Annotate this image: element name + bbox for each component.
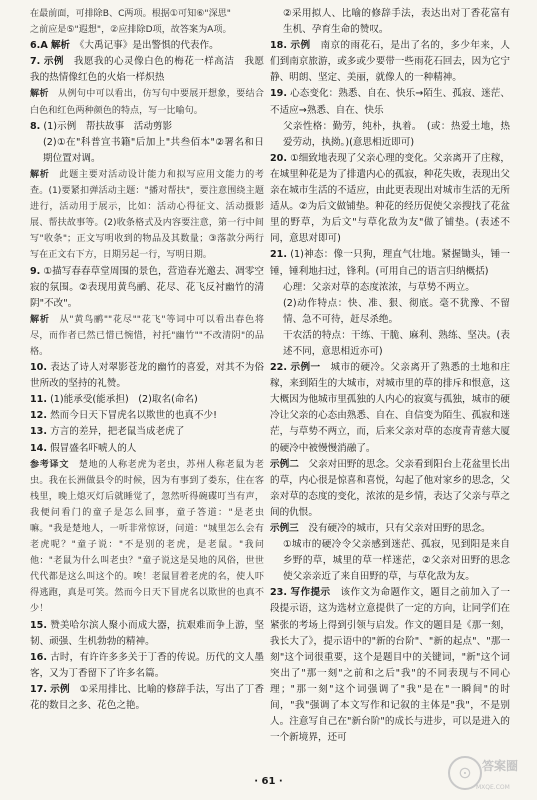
answer-label: 示例二	[270, 458, 299, 470]
answer-text: 在最前面，可排除B、C两项。根据①可知⑥"深思"	[30, 9, 231, 19]
answer-label: 解析	[30, 314, 50, 325]
question-number: 14.	[30, 442, 47, 454]
question-number: 17.	[30, 683, 47, 695]
question-number: 18.	[270, 40, 287, 52]
question-number: 21.	[270, 249, 287, 261]
answer-label: 示例	[290, 40, 311, 52]
answer-text: ①描写春春草堂周围的景色，营造春光邀去、凋零空寂的氛围。②表现用黄鸟鹂、花尽、花飞反衬幽竹的清阴"不改"。	[30, 265, 264, 309]
answer-text: 南京的雨花石，是出了名的，多少年来，人们到南京旅游，或多或少要带一些雨花石回去，因为它宁静、明朗、坚定、美丽，就像人的一种精神。	[270, 40, 510, 84]
answer-text: 此题主要对活动设计能力和拟写应用文能力的考查。(1)要紧扣弹活动主题："播对帮扶"，要注意围绕主题进行，活动用于展示，比如：活动心得征文、活动摄影展、帮扶故事等。(2)收条格式及内容要注意，第一行中间写"收条"；正文写明收到的物品及其数量；③落款分两行写在正文右下方，日期另起一行，写明日期。	[30, 169, 264, 261]
answer-item	[270, 86, 510, 118]
answer-text: 心态变化：熟悉、自在、快乐→陌生、孤寂、迷茫、不适应→熟悉、自在、快乐	[270, 88, 510, 116]
answer-text: 表达了诗人对翠影苍龙的幽竹的喜爱，对其不为俗世所改的坚持的礼赞。	[30, 362, 264, 390]
answer-label: 示例一	[290, 362, 321, 374]
answer-label: 写作提示	[290, 587, 331, 599]
answer-text: ①采用排比、比喻的修辞手法，写出了丁香花的数目之多、花色之艳。	[30, 683, 265, 712]
answer-text: (1)能承受(能承担) (2)取名(命名)	[50, 394, 198, 406]
answer-text: ①细致地表现了父亲心理的变化。父亲离开了庄稼，在城里种花是为了排遣内心的孤寂，种花失败，表现出父亲在城市生活的不适应，由此更表现出对城市生活的无所适从。②为后文做铺垫。种花的经历促使父亲搜找了花盆里的野草，为后文"与草化敌为友"做了铺垫。(表述不同，意思对即可)	[270, 152, 510, 245]
answer-text: 从例句中可以看出，仿写句中要展开想象，要结合白色和红色两种颜色的特点，写一比喻句。	[30, 89, 264, 116]
answer-label: 解析	[30, 89, 49, 100]
answer-text: 《大禹记事》是出警惧的代表作。	[79, 40, 219, 52]
answer-item	[30, 392, 264, 408]
answer-label: 解析	[30, 169, 50, 180]
question-number: 16.	[30, 651, 47, 663]
answer-item	[270, 151, 510, 248]
answer-item	[270, 585, 510, 746]
answer-label: 示例	[50, 683, 70, 695]
answer-item	[30, 22, 264, 38]
question-number: 7.	[30, 56, 41, 68]
answer-item	[30, 54, 264, 86]
answer-text: 城市的硬冷。父亲离开了熟悉的土地和庄稼，来到陌生的大城市，对城市里的草的排斥和恨意，这大概因为他城市里孤独的人内心的寂寞与孤独，城市的硬冷让父亲的心态由熟悉、自在、自信变为陌生、孤寂和迷茫，与草势不两立，而，后来父亲对草的态度青青慈大厦的硬冷中被慢慢消融了。	[270, 362, 510, 454]
answer-text: 我愿我的心灵像白色的梅花一样高洁 我愿我的热情像红色的火焰一样炽热	[30, 56, 264, 84]
answer-label: 示例三	[270, 523, 299, 534]
answer-item	[270, 457, 510, 521]
answer-text: 赞美哈尔滨人聚小而成大器，抗艰难而争上游，坚韧、顽强、生机勃勃的精神。	[30, 619, 264, 647]
answer-item	[30, 264, 264, 312]
answer-item	[30, 457, 264, 618]
answer-text: (1)神态：像一只狗，理直气壮地。紧握锄头，锤一锤，锤利地扫过，锋利。(可用自己的语言归纳概括)	[270, 249, 510, 277]
answer-text: ①城市的硬冷令父亲感到迷茫、孤寂，见到阳是来自乡野的草，城里的草一样迷茫，②父亲对田野的思念使父亲亲近了来自田野的草，与草化敌为友。	[283, 539, 510, 583]
answer-text: 从"黄鸟鹂""花尽""花飞"等词中可以看出春色将尽，而作者已然已惜已惋惜，衬托"幽竹""不改清阴"的品格。	[30, 314, 264, 357]
answer-text: 古时，有许许多多关于丁香的传说。历代的文人墨客，又为丁香留下了许多名篇。	[30, 651, 264, 679]
answer-item	[270, 296, 510, 328]
answer-item	[270, 280, 510, 296]
right-column	[270, 6, 510, 746]
answer-item	[270, 537, 510, 585]
answer-item	[30, 682, 264, 714]
answer-item	[270, 521, 510, 537]
answer-text: 父亲对田野的思念。父亲看到阳台上花盆里长出的草，内心很是惊喜和喜悦，勾起了他对家乡的思念，父亲对草的态度的变化，浓浓的是乡情，表达了父亲与草之间的仇恨。	[270, 458, 511, 518]
question-number: 20.	[270, 152, 287, 164]
answer-item	[270, 6, 510, 38]
answer-item	[30, 86, 264, 118]
question-number: 6.A	[30, 40, 48, 52]
answer-text: 方言的差异，把老鼠当成老虎了	[50, 426, 185, 438]
answer-item	[30, 618, 264, 650]
answer-text: 干农活的特点：干练、干脆、麻利、熟练、坚决。(表述不同，意思相近亦可)	[283, 329, 510, 357]
answer-text: 父亲性格：勤劳，纯朴，执着。 (或：热爱土地，热爱劳动，执拗。)(意思相近即可)	[283, 120, 510, 148]
left-column	[30, 6, 264, 714]
answer-item	[30, 135, 264, 167]
answer-label: 示例	[43, 56, 64, 68]
question-number: 9.	[30, 265, 41, 277]
answer-item	[30, 360, 264, 392]
answer-item	[270, 360, 510, 457]
answer-label: 解析	[50, 40, 70, 52]
answer-text: 该作文为命题作文，题目之前加入了一段提示语，这为选材立意提供了一定的方向，让同学们在紧张的考场上得到引领与启发。作文的题目是《那一刻，我长大了》，提示语中的"新的台阶"、"新的起点"、"那一刻"这个词很重要，这个是题目中的关键词，"新"这个词突出了"那一刻"之前和之后"我"的不同表现与不同心理；"那一刻"这个词强调了"我"是在"一瞬间"的时间，"我"强调了本文写作和记叙的主体是"我"，不是别人。注意写自己在"新台阶"的成长与进步，可以是进入的一个新境界，还可	[270, 587, 511, 744]
answer-item	[270, 119, 510, 151]
answer-text: 之前应是⑤"遐想"，②应排除D项，故答案为A项。	[30, 25, 232, 36]
answer-text: 楚地的人称老虎为老虫，苏州人称老鼠为老虫。我在长洲做县令的时候，因为有事到了娄东，住在客栈里，晚上熄灭灯后就睡觉了，忽然听得碗碟叮当有声，我便问看门的童子是怎么回事，童子答道："是老虫嘛。"我是楚地人，一听非常惊讶，问道："城里怎么会有老虎呢？"童子说："不是别的老虎，是老鼠。"我问他："老鼠为什么叫老虫？"童子说这是吴地的风俗，世世代代都是这么叫这个的。唉！老鼠冒着老虎的名，使人吓得逃跑，真是可笑。然而今日天下冒虎名以欺世的也真不少！	[30, 459, 264, 615]
answer-item	[30, 441, 264, 457]
answer-text: (1)示例 帮扶故事 活动剪影	[43, 120, 173, 132]
watermark-url: MXQE.COM	[476, 784, 510, 791]
answer-text: 假冒盛名吓唬人的人	[50, 442, 137, 454]
answer-item	[30, 424, 264, 440]
answer-item	[270, 38, 510, 86]
answer-item	[270, 328, 510, 360]
answer-text: 然而今日天下冒虎名以欺世的也真不少!	[50, 410, 218, 422]
answer-label: 参考译文	[30, 459, 70, 470]
answer-text: (2)动作特点：快、准、狠、彻底。毫不犹豫、不留情、急不可待，赶尽杀绝。	[283, 297, 510, 325]
answer-item	[30, 119, 264, 135]
answer-text: ②采用拟人、比喻的修辞手法，表达出对丁香花富有生机、孕育生命的赞叹。	[283, 8, 510, 36]
watermark-name: 答案圈	[482, 759, 519, 773]
answer-text: 没有硬冷的城市，只有父亲对田野的思念。	[308, 523, 491, 534]
answer-item	[270, 247, 510, 279]
answer-item	[30, 167, 264, 264]
answer-text: (2)①在"科普宣书籍"后加上"共叁佰本"②署名和日期位置对调。	[43, 136, 264, 164]
answer-item	[30, 38, 264, 54]
watermark-logo-icon: ⊙	[448, 756, 482, 790]
answer-item	[30, 312, 264, 360]
question-number: 23.	[270, 587, 287, 599]
question-number: 19.	[270, 88, 287, 100]
answer-item	[30, 408, 264, 424]
question-number: 15.	[30, 619, 47, 631]
question-number: 22.	[270, 362, 287, 374]
question-number: 13.	[30, 426, 47, 438]
answer-text: 心理：父亲对草的态度浓浓，与草势不两立。	[283, 281, 475, 293]
page-number: · 61 ·	[254, 776, 283, 787]
question-number: 8.	[30, 120, 41, 132]
question-number: 11.	[30, 394, 47, 406]
answer-item	[30, 650, 264, 682]
question-number: 12.	[30, 410, 47, 422]
question-number: 10.	[30, 362, 47, 374]
answer-item	[30, 6, 264, 22]
